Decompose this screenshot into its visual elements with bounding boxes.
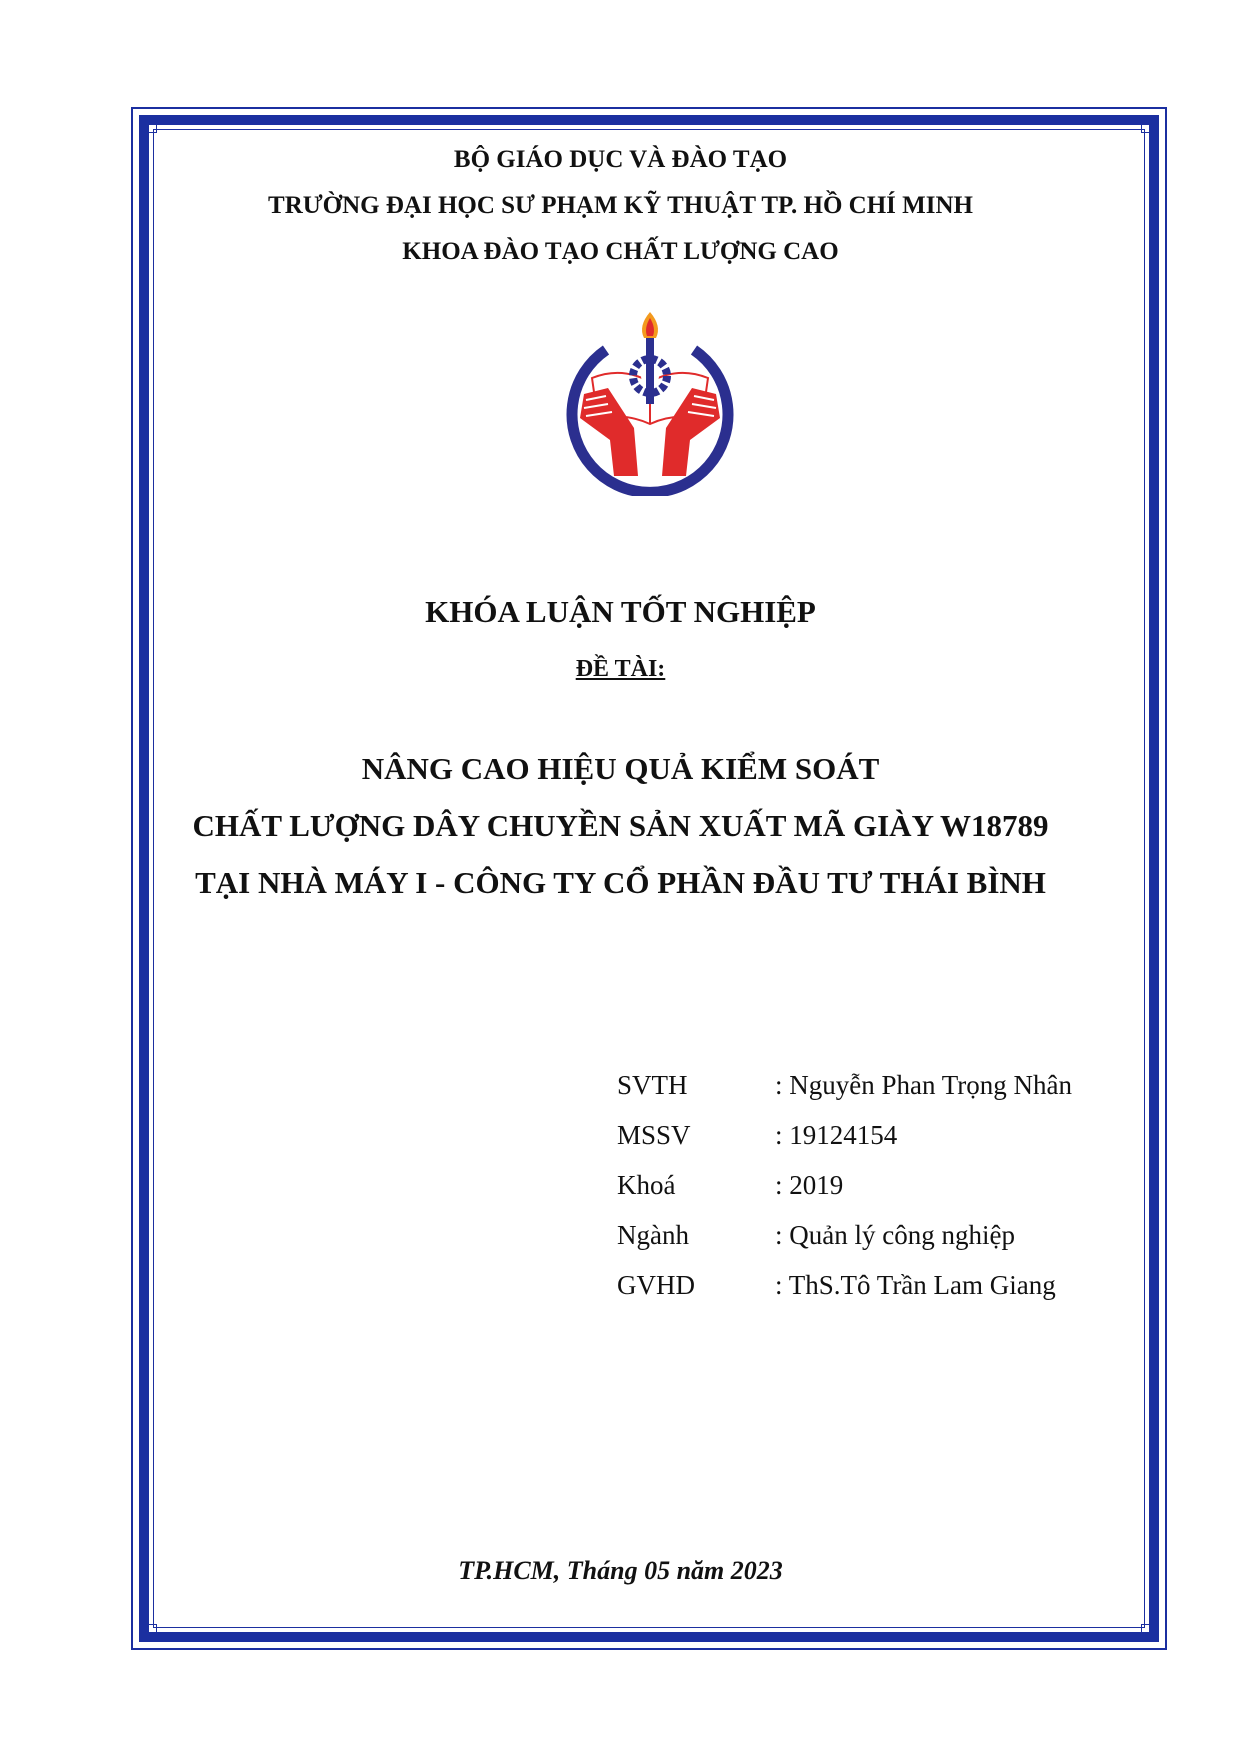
topic-label [0, 656, 1241, 683]
info-label: SVTH [617, 1070, 688, 1100]
info-label: Ngành [617, 1220, 689, 1250]
place-date: TP.HCM, Tháng 05 năm 2023 [458, 1556, 783, 1585]
info-value: : Nguyễn Phan Trọng Nhân [775, 1070, 1073, 1100]
thesis-title-line-2: CHẤT LƯỢNG DÂY CHUYỀN SẢN XUẤT MÃ GIÀY W18789 [192, 808, 1049, 843]
info-value: : ThS.Tô Trần Lam Giang [775, 1270, 1056, 1300]
info-label: Khoá [617, 1170, 676, 1200]
info-value: : 19124154 [775, 1120, 898, 1150]
thesis-title-line-3: TẠI NHÀ MÁY I - CÔNG TY CỔ PHẦN ĐẦU TƯ THÁI BÌNH [195, 865, 1046, 900]
university-name: TRƯỜNG ĐẠI HỌC SƯ PHẠM KỸ THUẬT TP. HỒ CHÍ MINH [268, 192, 973, 219]
ministry-name: BỘ GIÁO DỤC VÀ ĐÀO TẠO [453, 146, 788, 173]
corner-ornament-top-left [131, 107, 157, 133]
info-value: : 2019 [775, 1170, 844, 1200]
thesis-type: KHÓA LUẬN TỐT NGHIỆP [425, 594, 816, 629]
faculty-name: KHOA ĐÀO TẠO CHẤT LƯỢNG CAO [402, 238, 839, 265]
university-emblem-icon [562, 308, 738, 496]
topic-label-text: ĐỀ TÀI: [575, 656, 666, 682]
corner-ornament-top-right [1141, 107, 1167, 133]
info-value: : Quản lý công nghiệp [775, 1220, 1015, 1250]
corner-ornament-bottom-right [1141, 1624, 1167, 1650]
info-label: GVHD [617, 1270, 695, 1300]
thesis-title-line-1: NÂNG CAO HIỆU QUẢ KIỂM SOÁT [361, 751, 880, 786]
corner-ornament-bottom-left [131, 1624, 157, 1650]
info-label: MSSV [617, 1120, 691, 1150]
